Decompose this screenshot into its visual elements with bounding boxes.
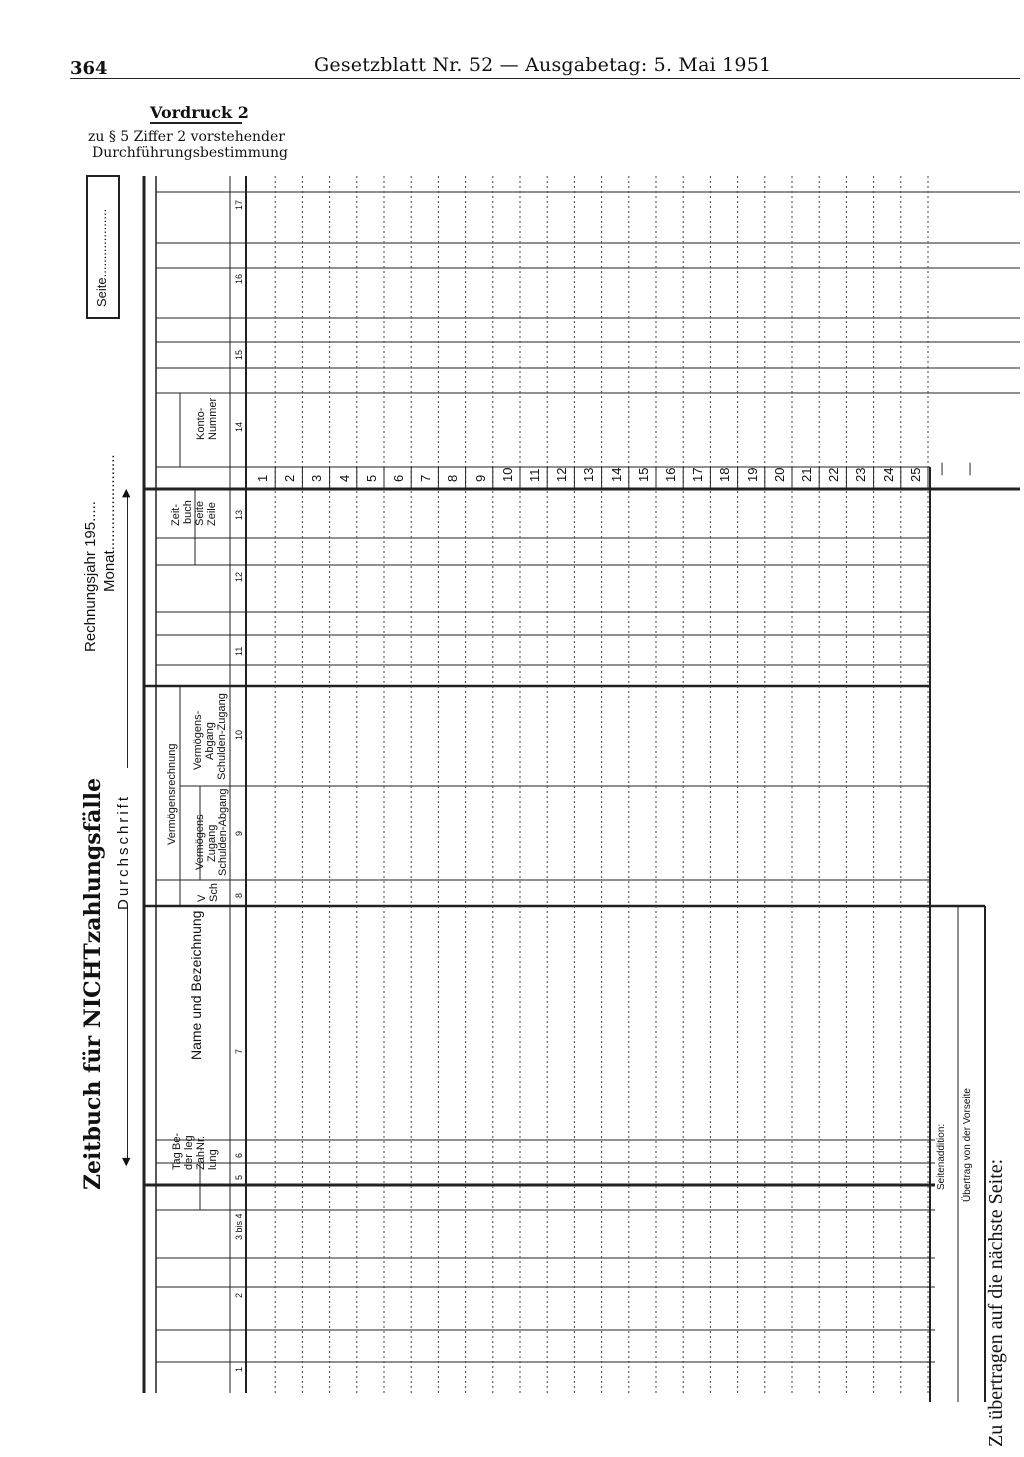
col-tag-header-2: der xyxy=(183,1154,195,1170)
col-tag-header-1: Tag xyxy=(171,1152,183,1170)
colnum-8: 8 xyxy=(234,892,244,898)
col-vz-header-1: Vermögens- xyxy=(194,810,206,870)
col-beleg-header-3: Nr. xyxy=(195,1135,207,1150)
row-number-19: 19 xyxy=(744,467,760,482)
colnum-16: 16 xyxy=(234,273,244,284)
col-zeitbuch-header-2: buch xyxy=(182,500,194,524)
colnum-17: 17 xyxy=(234,199,244,210)
colnum-3-4: 3 bis 4 xyxy=(234,1213,244,1240)
arrow-up-icon: ▲ xyxy=(122,486,131,499)
col-beleg-header-1: Be- xyxy=(171,1132,183,1150)
page-number: 364 xyxy=(70,58,108,79)
row-number-21: 21 xyxy=(799,467,814,482)
colnum-11: 11 xyxy=(234,646,244,656)
form-title: Zeitbuch für NICHTzahlungsfälle xyxy=(80,777,106,1190)
row-number-20: 20 xyxy=(771,467,787,482)
colnum-13: 13 xyxy=(234,509,244,520)
col-tag-header-3: Zah- xyxy=(195,1147,207,1170)
row-number-17: 17 xyxy=(690,467,706,482)
colnum-9: 9 xyxy=(234,830,244,836)
row-number-11: 11 xyxy=(527,468,542,482)
month-label: Monat....................... xyxy=(101,454,118,592)
row-number-23: 23 xyxy=(853,467,869,482)
colnum-14: 14 xyxy=(234,421,244,432)
row-number-13: 13 xyxy=(581,467,597,482)
col-vsch-header-2: Sch xyxy=(208,883,220,902)
colnum-12: 12 xyxy=(234,571,244,582)
row-number-6: 6 xyxy=(391,474,406,482)
col-konto-header-1: Konto- xyxy=(195,407,207,440)
dash-seitenaddition: — xyxy=(934,462,950,476)
row-number-14: 14 xyxy=(608,467,624,482)
row-number-25: 25 xyxy=(907,467,923,482)
row-number-7: 7 xyxy=(418,474,434,482)
col-va-header-1: Vermögens- xyxy=(192,710,204,770)
row-number-1: 1 xyxy=(255,474,270,482)
col-va-header-3: Schulden-Zugang xyxy=(216,693,228,780)
reference-line-2: Durchführungsbestimmung xyxy=(92,145,288,161)
arrow-down-icon: ▼ xyxy=(122,1155,131,1168)
colnum-1: 1 xyxy=(234,1366,244,1372)
reference-line-1: zu § 5 Ziffer 2 vorstehender xyxy=(88,129,285,145)
copy-label: Durchschrift xyxy=(115,793,132,910)
col-vz-header-2: Zugang xyxy=(206,824,218,862)
fiscal-year-label: Rechnungsjahr 195..... xyxy=(82,501,99,652)
colnum-7: 7 xyxy=(234,1048,244,1054)
seitenaddition-label: Seitenaddition: xyxy=(936,1123,947,1190)
colnum-15: 15 xyxy=(234,349,244,360)
row-number-3: 3 xyxy=(309,474,325,482)
row-number-24: 24 xyxy=(880,467,896,482)
col-vz-header-3: Schulden-Abgang xyxy=(217,788,229,876)
row-number-12: 12 xyxy=(554,467,570,482)
col-konto-header-2: Nummer xyxy=(207,397,219,440)
col-beleg-header-2: leg xyxy=(183,1135,195,1150)
row-number-18: 18 xyxy=(717,467,733,482)
colnum-5: 5 xyxy=(234,1174,244,1180)
colnum-6: 6 xyxy=(234,1152,244,1158)
col-vermoegensrechnung-header: Vermögensrechnung xyxy=(166,743,178,845)
colnum-10: 10 xyxy=(234,729,244,740)
row-number-16: 16 xyxy=(663,467,678,482)
row-number-2: 2 xyxy=(282,474,298,482)
col-name-header: Name und Bezeichnung xyxy=(188,910,204,1060)
dash-uebertrag: — xyxy=(962,462,978,476)
row-number-9: 9 xyxy=(472,474,488,482)
row-number-4: 4 xyxy=(336,474,352,482)
row-number-10: 10 xyxy=(499,467,515,482)
row-number-22: 22 xyxy=(826,467,842,482)
form-number: Vordruck 2 xyxy=(150,103,249,122)
col-zeitbuch-header-1: Zeit- xyxy=(170,504,182,526)
row-number-8: 8 xyxy=(445,474,461,482)
row-number-5: 5 xyxy=(363,474,379,482)
col-zeitbuch-header-4: Zeile xyxy=(206,502,218,526)
row-number-15: 15 xyxy=(635,467,651,482)
col-va-header-2: Abgang xyxy=(204,722,216,760)
seite-label: Seite................... xyxy=(94,208,109,307)
uebertrag-label: Übertrag von der Vorseite xyxy=(962,1088,973,1202)
colnum-2: 2 xyxy=(234,1292,244,1298)
page-header-title: Gesetzblatt Nr. 52 — Ausgabetag: 5. Mai 1951 xyxy=(314,54,772,76)
col-vsch-header-1: V xyxy=(196,894,208,902)
col-zeitbuch-header-3: Seite xyxy=(194,500,206,526)
carry-forward-label: Zu übertragen auf die nächste Seite: xyxy=(985,1158,1007,1447)
col-tag-header-4: lung xyxy=(207,1149,219,1170)
